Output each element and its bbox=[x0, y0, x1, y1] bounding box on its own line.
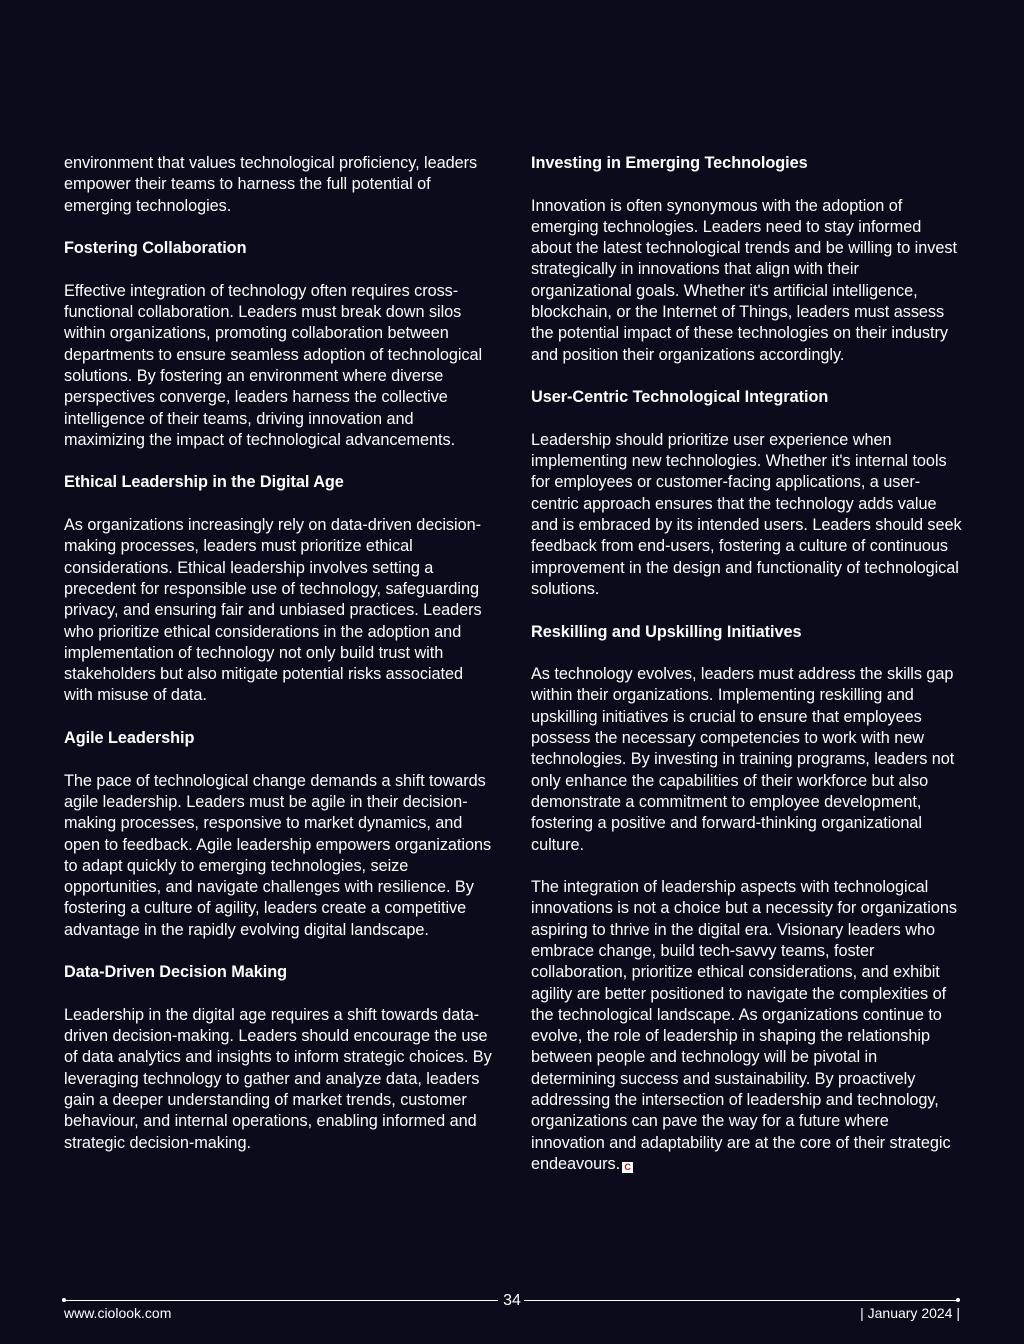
conclusion-paragraph bbox=[531, 877, 963, 1175]
footer-website: www.ciolook.com bbox=[64, 1305, 172, 1321]
section-body-user-centric: Leadership should prioritize user experience when implementing new technologies. Whether it's internal tools for employees or customer-facing applications, a user-centric approach ensures that the technology adds value and is embraced by its intended users. Leaders should seek feedback from end-users, fostering a culture of continuous improvement in the design and functionality of technological solutions. bbox=[531, 430, 962, 598]
conclusion-text: The integration of leadership aspects with technological innovations is not a choice but a necessity for organizations aspiring to thrive in the digital era. Visionary leaders who embrace change, build tech-savvy teams, foster collaboration, prioritize ethical considerations, and exhibit agility are better positioned to navigate the complexities of the technological landscape. As organizations continue to evolve, the role of leadership in shaping the relationship between people and technology will be pivotal in determining success and sustainability. By proactively addressing the intersection of leadership and technology, organizations can pave the way for a future where innovation and adaptability are at the core of their strategic endeavours. bbox=[531, 878, 957, 1173]
section-heading-data-driven: Data-Driven Decision Making bbox=[64, 963, 288, 982]
footer-dot-right bbox=[956, 1298, 960, 1302]
footer-divider-right bbox=[524, 1300, 959, 1301]
section-heading-ethical-leadership: Ethical Leadership in the Digital Age bbox=[64, 473, 344, 492]
section-body-data-driven: Leadership in the digital age requires a shift towards data-driven decision-making. Leaders should encourage the use of data analytics and insights to inform strategic choices. By leveraging technology to gather and analyze data, leaders gain a deeper understanding of market trends, customer behaviour, and internal operations, enabling informed and strategic decision-making. bbox=[64, 1005, 492, 1152]
left-column bbox=[64, 153, 496, 1175]
section-body-fostering-collaboration: Effective integration of technology often requires cross-functional collaboration. Leaders must break down silos within organizations, promoting collaboration between departments to ensure seamless adoption of technological solutions. By fostering an environment where diverse perspectives converge, leaders harness the collective intelligence of their teams, driving innovation and maximizing the impact of technological advancements. bbox=[64, 281, 483, 449]
section-body-reskilling: As technology evolves, leaders must address the skills gap within their organizations. Implementing reskilling and upskilling initiatives is crucial to ensure that employees possess the necessary competencies to work with new technologies. By investing in training programs, leaders not only enhance the capabilities of their workforce but also demonstrate a commitment to employee development, fostering a positive and forward-thinking organizational culture. bbox=[531, 665, 955, 854]
section-heading-fostering-collaboration: Fostering Collaboration bbox=[64, 239, 247, 258]
section-heading-agile-leadership: Agile Leadership bbox=[64, 729, 195, 748]
footer-date: | January 2024 | bbox=[860, 1305, 960, 1321]
section-heading-reskilling: Reskilling and Upskilling Initiatives bbox=[531, 622, 802, 641]
footer-dot-left bbox=[62, 1298, 66, 1302]
section-heading-emerging-tech: Investing in Emerging Technologies bbox=[531, 154, 808, 172]
section-body-agile-leadership: The pace of technological change demands a shift towards agile leadership. Leaders must be agile in their decision-making processes, responsive to market dynamics, and open to feedback. Agile leadership empowers organizations to adapt quickly to emerging technologies, seize opportunities, and navigate challenges with resilience. By fostering a culture of agility, leaders create a competitive advantage in the rapidly evolving digital landscape. bbox=[64, 771, 492, 939]
page-number: 34 bbox=[503, 1292, 521, 1309]
section-heading-user-centric: User-Centric Technological Integration bbox=[531, 388, 829, 407]
footer-divider-left bbox=[64, 1300, 498, 1301]
section-body-ethical-leadership: As organizations increasingly rely on data-driven decision-making processes, leaders must prioritize ethical considerations. Ethical leadership involves setting a precedent for responsible use of technology, safeguarding privacy, and ensuring fair and unbiased practices. Leaders who prioritize ethical considerations in the adoption and implementation of technology not only build trust with stakeholders but also mitigate potential risks associated with misuse of data. bbox=[64, 516, 482, 705]
right-column bbox=[531, 153, 963, 1197]
end-mark-icon: C bbox=[622, 1162, 633, 1173]
section-body-emerging-tech: Innovation is often synonymous with the adoption of emerging technologies. Leaders need to stay informed about the latest technological trends and be willing to invest strategically in innovations that align with their organizational goals. Whether it's artificial intelligence, blockchain, or the Internet of Things, leaders must assess the potential impact of these technologies on their industry and position their organizations accordingly. bbox=[531, 196, 957, 364]
intro-paragraph: environment that values technological proficiency, leaders empower their teams to harness the full potential of emerging technologies. bbox=[64, 154, 478, 215]
